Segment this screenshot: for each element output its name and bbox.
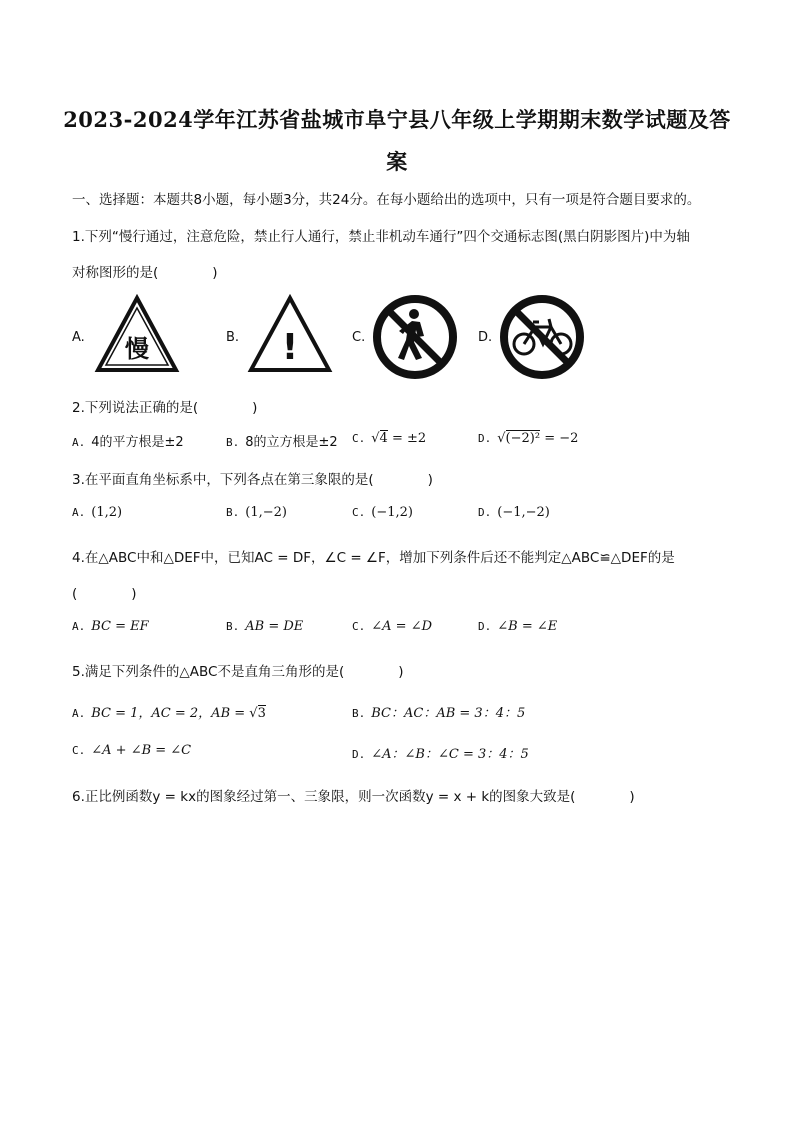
q3-option-c-label: C.	[352, 506, 366, 519]
q3-option-b-text: (1,−2)	[245, 505, 287, 520]
q5-option-a-label: A.	[72, 707, 86, 720]
q4-option-d-label: D.	[478, 620, 492, 633]
q5-option-a-text: BC = 1，AC = 2，AB =	[91, 706, 250, 721]
q5-option-c-text: ∠A + ∠B = ∠C	[91, 743, 192, 758]
q4-option-c-label: C.	[352, 620, 366, 633]
slow-sign-text: 慢	[125, 335, 149, 363]
q2-option-c: C. √4 = ±2	[352, 431, 427, 446]
q2-option-b-text: 8的立方根是±2	[245, 435, 338, 450]
q5-option-a: A. BC = 1，AC = 2，AB = √3	[72, 706, 266, 721]
exam-title-line1: 2023-2024学年江苏省盐城市阜宁县八年级上学期期末数学试题及答	[63, 107, 731, 132]
q4-option-d-text: ∠B = ∠E	[497, 619, 558, 634]
q5-option-d-label: D.	[352, 748, 366, 761]
q2-option-d: D. √(−2)² = −2	[478, 431, 579, 446]
q2-option-d-rest: = −2	[540, 431, 579, 446]
slow-sign-icon	[94, 294, 180, 374]
q4-stem: 4.在△ABC中和△DEF中，已知AC = DF，∠C = ∠F，增加下列条件后还不能判定△ABC≌△DEF的是	[72, 550, 675, 566]
q6-stem: 6.正比例函数y = kx的图象经过第一、三象限，则一次函数y = x + k的图象大致是( )	[72, 789, 635, 805]
q2-option-a	[72, 431, 184, 450]
q2-option-a-text: 4的平方根是±2	[91, 435, 184, 450]
q4-option-d	[478, 619, 557, 634]
q5-option-a-radicand: 3	[257, 706, 266, 721]
q4-paren: ( )	[72, 586, 137, 602]
q3-option-b	[226, 505, 287, 520]
q3-option-c-text: (−1,2)	[371, 505, 413, 520]
q4-option-a-text: BC = EF	[91, 619, 149, 634]
q1-option-d-label: D.	[478, 330, 493, 345]
no-pedestrian-sign-icon	[372, 294, 458, 380]
q1-option-a-label: A.	[72, 330, 85, 345]
q2-option-a-label: A.	[72, 436, 86, 449]
q2-option-c-label: C.	[352, 432, 366, 445]
q5-option-c	[72, 743, 191, 758]
q2-option-b	[226, 431, 338, 450]
q5-option-d-text: ∠A：∠B：∠C = 3：4：5	[371, 747, 529, 762]
q5-option-b-label: B.	[352, 707, 366, 720]
q5-option-d	[352, 743, 529, 762]
q2-stem: 2.下列说法正确的是( )	[72, 400, 258, 416]
q4-option-a-label: A.	[72, 620, 86, 633]
q2-option-d-radicand: (−2)²	[505, 431, 541, 446]
section-header: 一、选择题：本题共8小题，每小题3分，共24分。在每小题给出的选项中，只有一项是符合题目要求的。	[72, 192, 701, 208]
q5-option-b-text: BC：AC：AB = 3：4：5	[371, 706, 526, 721]
q1-stem-line2: 对称图形的是( )	[72, 265, 218, 281]
q3-option-a	[72, 505, 122, 520]
q4-option-b-label: B.	[226, 620, 240, 633]
q3-option-a-label: A.	[72, 506, 86, 519]
q4-option-b	[226, 619, 303, 634]
q1-stem-line1: 1.下列“慢行通过，注意危险，禁止行人通行，禁止非机动车通行”四个交通标志图(黑白阴影图片)中为轴	[72, 229, 690, 245]
q2-option-c-rest: = ±2	[387, 431, 427, 446]
q2-option-d-label: D.	[478, 432, 492, 445]
q3-option-d	[478, 505, 550, 520]
q5-stem: 5.满足下列条件的△ABC不是直角三角形的是( )	[72, 664, 404, 680]
q4-option-c	[352, 619, 432, 634]
q3-stem: 3.在平面直角坐标系中，下列各点在第三象限的是( )	[72, 472, 433, 488]
danger-sign-text: !	[281, 327, 299, 368]
q4-option-a	[72, 619, 149, 634]
no-bicycle-sign-icon	[499, 294, 585, 380]
q1-option-c-label: C.	[352, 330, 366, 345]
exam-title-line2: 案	[386, 149, 408, 174]
q2-option-b-label: B.	[226, 436, 240, 449]
q2-option-c-radicand: 4	[379, 431, 388, 446]
q3-option-d-label: D.	[478, 506, 492, 519]
q4-option-c-text: ∠A = ∠D	[371, 619, 433, 634]
danger-sign-icon	[247, 294, 333, 374]
q3-option-d-text: (−1,−2)	[497, 505, 550, 520]
q1-option-b-label: B.	[226, 330, 240, 345]
q5-option-c-label: C.	[72, 744, 86, 757]
q3-option-b-label: B.	[226, 506, 240, 519]
q3-option-a-text: (1,2)	[91, 505, 123, 520]
q3-option-c	[352, 505, 413, 520]
q4-option-b-text: AB = DE	[245, 619, 304, 634]
q5-option-b	[352, 702, 525, 721]
